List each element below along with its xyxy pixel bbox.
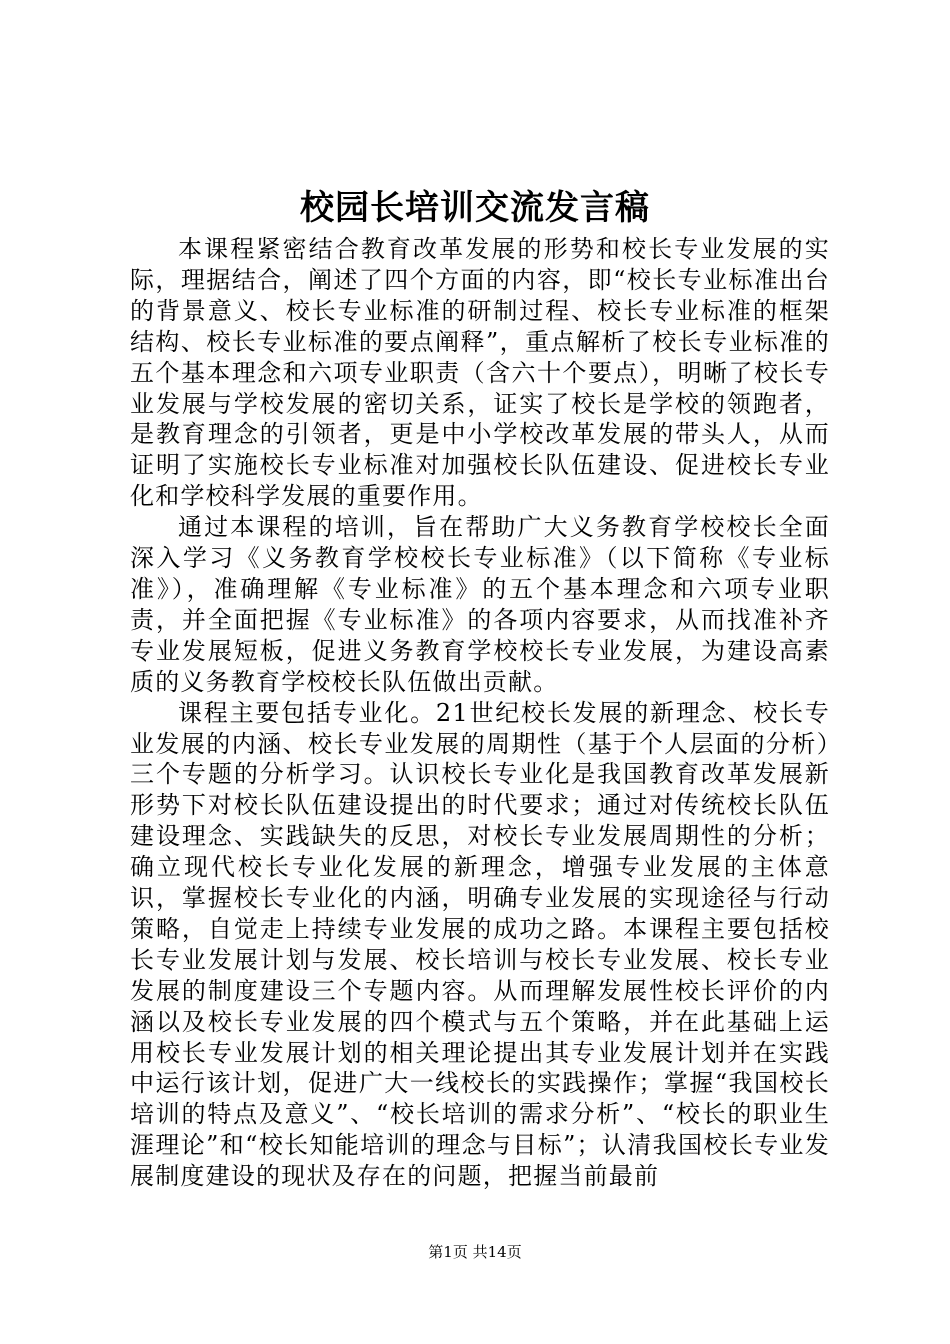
document-title: 校园长培训交流发言稿 <box>300 188 650 228</box>
paragraph-3: 课程主要包括专业化。21世纪校长发展的新理念、校长专业发展的内涵、校长专业发展的周期性（基于个人层面的分析）三个专题的分析学习。认识校长专业化是我国教育改革发展新形势下对校长队伍建设提出的时代要求；通过对传统校长队伍建设理念、实践缺失的反思，对校长专业发展周期性的分析；确立现代校长专业化发展的新理念，增强专业发展的主体意识，掌握校长专业化的内涵，明确专业发展的实现途径与行动策略，自觉走上持续专业发展的成功之路。本课程主要包括校长专业发展计划与发展、校长培训与校长专业发展、校长专业发展的制度建设三个专题内容。从而理解发展性校长评价的内涵以及校长专业发展的四个模式与五个策略，并在此基础上运用校长专业发展计划的相关理论提出其专业发展计划并在实践中运行该计划，促进广大一线校长的实践操作；掌握“我国校长培训的特点及意义”、“校长培训的需求分析”、“校长的职业生涯理论”和“校长知能培训的理念与目标”；认清我国校长专业发展制度建设的现状及存在的问题，把握当前最前 <box>130 698 830 1191</box>
page-number: 第1页 <box>428 1243 468 1261</box>
paragraph-1: 本课程紧密结合教育改革发展的形势和校长专业发展的实际，理据结合，阐述了四个方面的内容，即“校长专业标准出台的背景意义、校长专业标准的研制过程、校长专业标准的框架结构、校长专业标准的要点阐释”，重点解析了校长专业标准的五个基本理念和六项专业职责（含六十个要点），明晰了校长专业发展与学校发展的密切关系，证实了校长是学校的领跑者，是教育理念的引领者，更是中小学校改革发展的带头人，从而证明了实施校长专业标准对加强校长队伍建设、促进校长专业化和学校科学发展的重要作用。 <box>130 235 830 511</box>
paragraph-2: 通过本课程的培训，旨在帮助广大义务教育学校校长全面深入学习《义务教育学校校长专业标准》（以下简称《专业标准》），准确理解《专业标准》的五个基本理念和六项专业职责，并全面把握《专业标准》的各项内容要求，从而找准补齐专业发展短板，促进义务教育学校校长专业发展，为建设高素质的义务教育学校校长队伍做出贡献。 <box>130 513 830 696</box>
document-body <box>130 234 830 1192</box>
page-total: 共14页 <box>472 1243 522 1261</box>
page-footer <box>0 1242 950 1262</box>
